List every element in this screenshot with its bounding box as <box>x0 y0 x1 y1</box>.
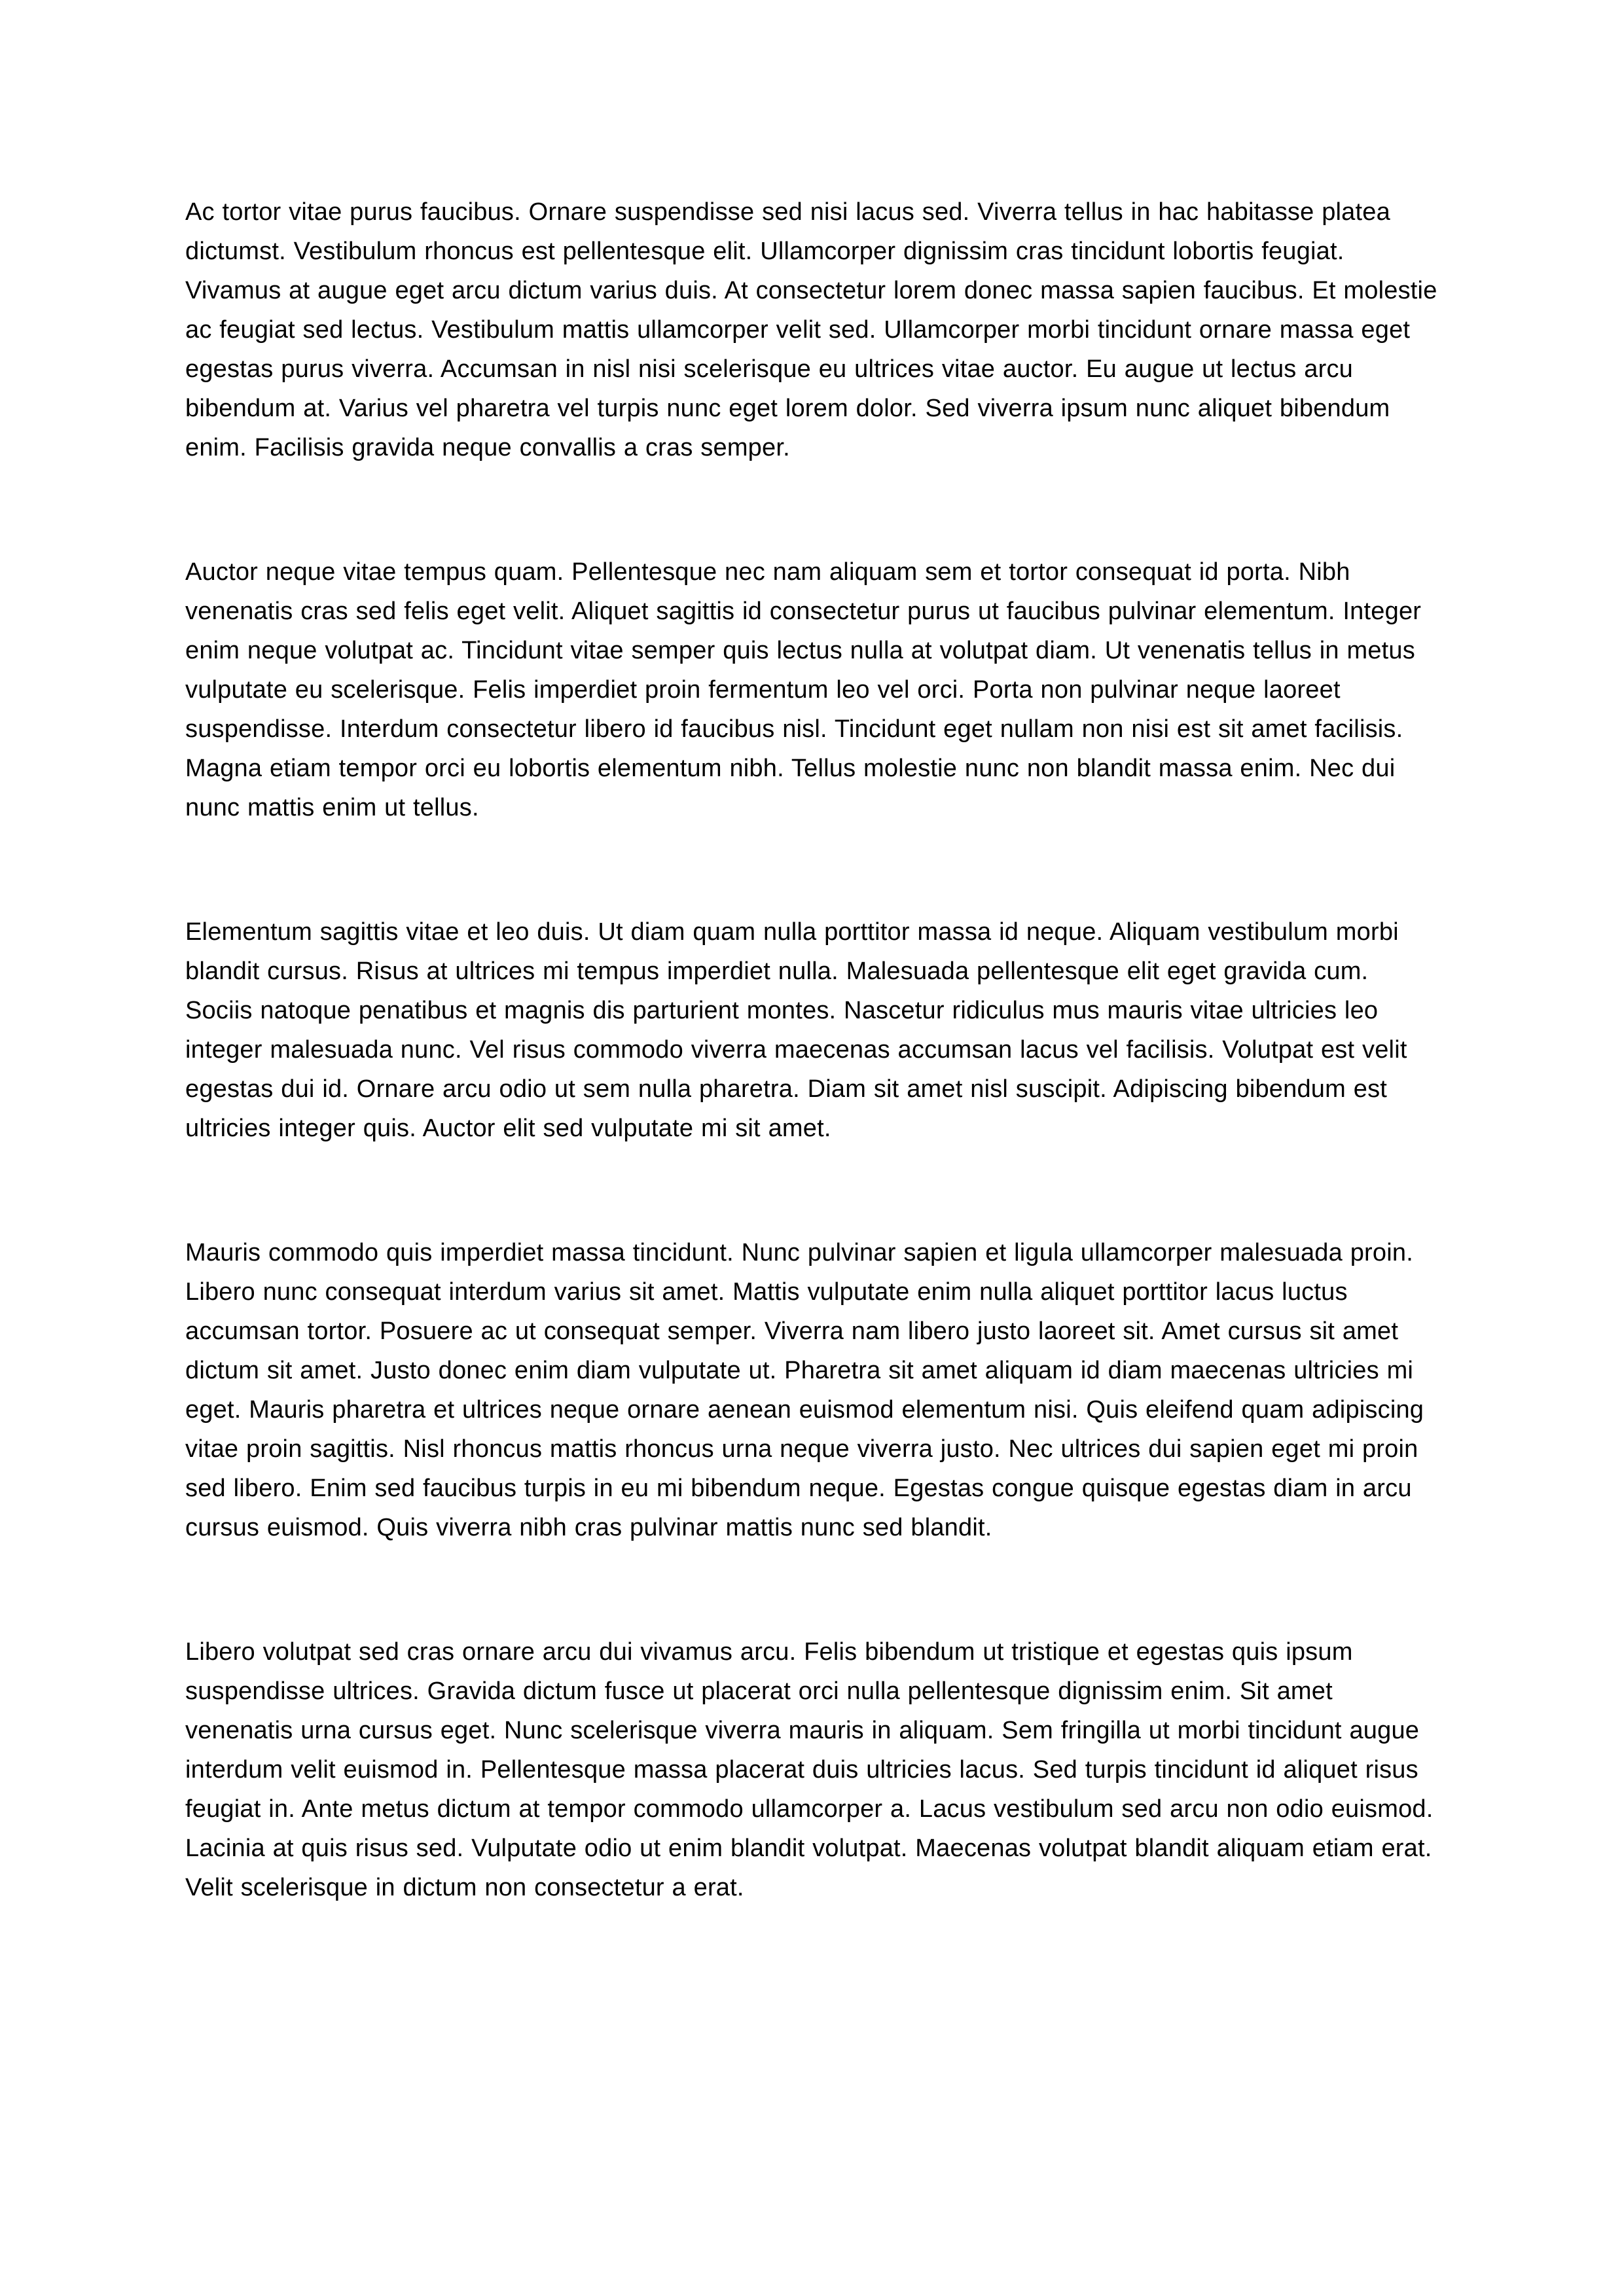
paragraph-4: Mauris commodo quis imperdiet massa tincidunt. Nunc pulvinar sapien et ligula ullamcorper malesuada proin. Libero nunc consequat interdum varius sit amet. Mattis vulputate enim nulla aliquet porttitor lacus luctus accumsan tortor. Posuere ac ut consequat semper. Viverra nam libero justo laoreet sit. Amet cursus sit amet dictum sit amet. Justo donec enim diam vulputate ut. Pharetra sit amet aliquam id diam maecenas ultricies mi eget. Mauris pharetra et ultrices neque ornare aenean euismod elementum nisi. Quis eleifend quam adipiscing vitae proin sagittis. Nisl rhoncus mattis rhoncus urna neque viverra justo. Nec ultrices dui sapien eget mi proin sed libero. Enim sed faucibus turpis in eu mi bibendum neque. Egestas congue quisque egestas diam in arcu cursus euismod. Quis viverra nibh cras pulvinar mattis nunc sed blandit. <box>185 1239 1424 1541</box>
paragraph-3: Elementum sagittis vitae et leo duis. Ut diam quam nulla porttitor massa id neque. Aliquam vestibulum morbi blandit cursus. Risus at ultrices mi tempus imperdiet nulla. Malesuada pellentesque elit eget gravida cum. Sociis natoque penatibus et magnis dis parturient montes. Nascetur ridiculus mus mauris vitae ultricies leo integer malesuada nunc. Vel risus commodo viverra maecenas accumsan lacus vel facilisis. Volutpat est velit egestas dui id. Ornare arcu odio ut sem nulla pharetra. Diam sit amet nisl suscipit. Adipiscing bibendum est ultricies integer quis. Auctor elit sed vulputate mi sit amet. <box>185 918 1407 1142</box>
paragraph-1: Ac tortor vitae purus faucibus. Ornare suspendisse sed nisi lacus sed. Viverra tellus in hac habitasse platea dictumst. Vestibulum rhoncus est pellentesque elit. Ullamcorper dignissim cras tincidunt lobortis feugiat. Vivamus at augue eget arcu dictum varius duis. At consectetur lorem donec massa sapien faucibus. Et molestie ac feugiat sed lectus. Vestibulum mattis ullamcorper velit sed. Ullamcorper morbi tincidunt ornare massa eget egestas purus viverra. Accumsan in nisl nisi scelerisque eu ultrices vitae auctor. Eu augue ut lectus arcu bibendum at. Varius vel pharetra vel turpis nunc eget lorem dolor. Sed viverra ipsum nunc aliquet bibendum enim. Facilisis gravida neque convallis a cras semper. <box>185 198 1437 461</box>
paragraph-5: Libero volutpat sed cras ornare arcu dui vivamus arcu. Felis bibendum ut tristique et egestas quis ipsum suspendisse ultrices. Gravida dictum fusce ut placerat orci nulla pellentesque dignissim enim. Sit amet venenatis urna cursus eget. Nunc scelerisque viverra mauris in aliquam. Sem fringilla ut morbi tincidunt augue interdum velit euismod in. Pellentesque massa placerat duis ultricies lacus. Sed turpis tincidunt id aliquet risus feugiat in. Ante metus dictum at tempor commodo ullamcorper a. Lacus vestibulum sed arcu non odio euismod. Lacinia at quis risus sed. Vulputate odio ut enim blandit volutpat. Maecenas volutpat blandit aliquam etiam erat. Velit scelerisque in dictum non consectetur a erat. <box>185 1638 1434 1901</box>
paragraph-2: Auctor neque vitae tempus quam. Pellentesque nec nam aliquam sem et tortor consequat id porta. Nibh venenatis cras sed felis eget velit. Aliquet sagittis id consectetur purus ut faucibus pulvinar elementum. Integer enim neque volutpat ac. Tincidunt vitae semper quis lectus nulla at volutpat diam. Ut venenatis tellus in metus vulputate eu scelerisque. Felis imperdiet proin fermentum leo vel orci. Porta non pulvinar neque laoreet suspendisse. Interdum consectetur libero id faucibus nisl. Tincidunt eget nullam non nisi est sit amet facilisis. Magna etiam tempor orci eu lobortis elementum nibh. Tellus molestie nunc non blandit massa enim. Nec dui nunc mattis enim ut tellus. <box>185 558 1422 821</box>
